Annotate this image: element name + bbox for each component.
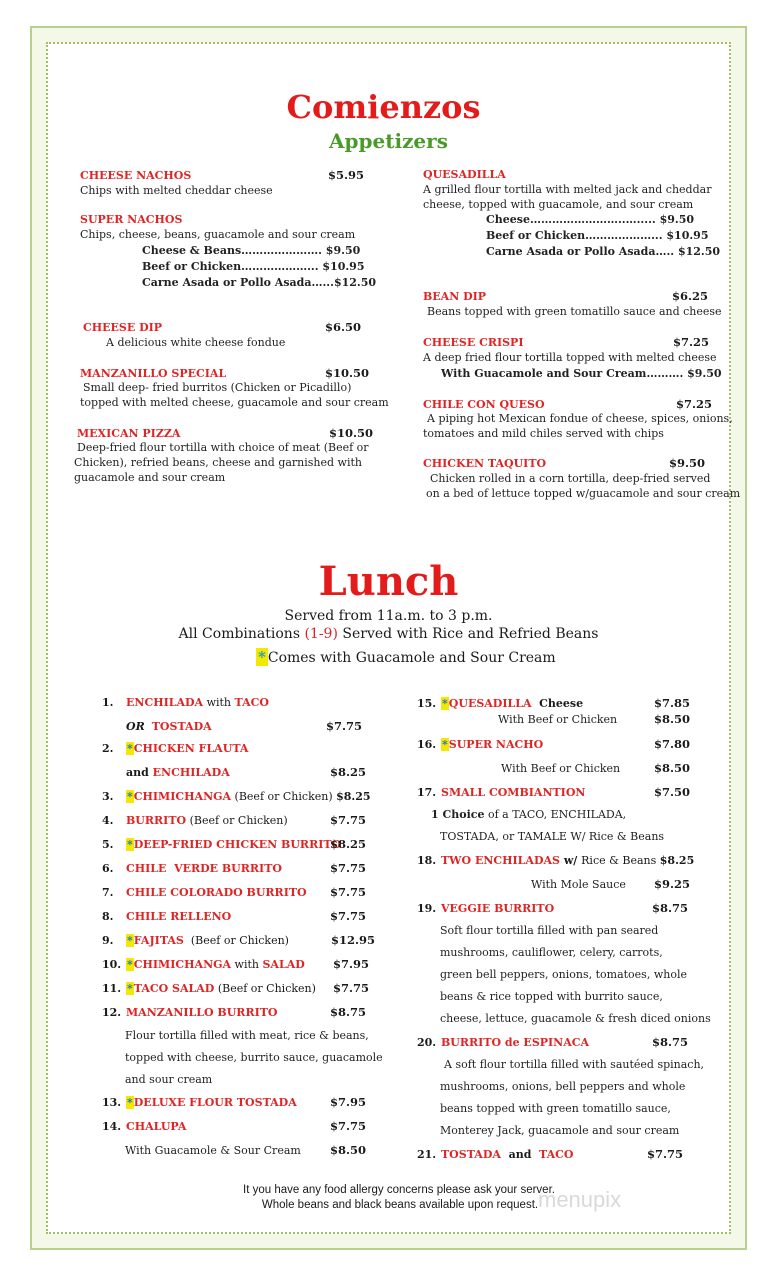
star-icon: * [127,934,133,947]
star-icon: * [127,982,133,995]
item-number: 7. [102,886,114,899]
lunch-item-19-desc3: green bell peppers, onions, tomatoes, whole [440,968,687,981]
item-name: CHIMICHANGA [133,790,232,803]
item-name: DEEP-FRIED CHICKEN BURRITO [133,838,342,851]
lunch-item-11-price: $7.75 [333,981,370,995]
lunch-item-19-desc5: cheese, lettuce, guacamole & fresh diced onions [440,1012,711,1025]
item-number: 2. [102,742,114,755]
lunch-item-14-price2: $8.50 [330,1143,367,1157]
lunch-item-13-price: $7.95 [330,1095,367,1109]
lunch-item-12-price: $8.75 [330,1005,367,1019]
combos-prefix: All Combinations [178,626,305,642]
beans-note: Whole beans and black beans available upon request. [261,1199,539,1211]
lunch-item-9 [102,934,289,947]
lunch-item-4-price: $7.75 [330,813,367,827]
lunch-item-19 [417,902,554,915]
star-icon: * [127,742,133,755]
star-icon: * [258,648,266,666]
lunch-item-7-price: $7.75 [330,885,367,899]
lunch-item-11 [102,982,316,995]
item-name: QUESADILLA [448,697,532,710]
lunch-item-3 [102,790,371,803]
lunch-item-17-price: $7.50 [654,785,691,799]
item-number: 9. [102,934,114,947]
item-number: 15. [417,697,437,710]
item-name: DELUXE FLOUR TOSTADA [133,1096,297,1109]
lunch-item-19-price: $8.75 [652,901,689,915]
lunch-item-19-desc1: Soft flour tortilla filled with pan seared [440,924,659,937]
item-name: CHILE COLORADO BURRITO [126,886,307,899]
lunch-item-12 [102,1006,278,1019]
lunch-item-16-price2: $8.50 [654,761,691,775]
item-name: FAJITAS [133,934,184,947]
chicken-taquito-name: CHICKEN TAQUITO [423,457,547,470]
mexican-pizza-desc2: Chicken), refried beans, cheese and garnished with [74,456,362,469]
chile-con-queso-price: $7.25 [676,397,713,411]
lunch-item-17-desc1 [431,807,626,822]
item-number: 4. [102,814,114,827]
lunch-item-17 [417,786,585,799]
item-connector: with [203,696,235,709]
item-number: 5. [102,838,114,851]
item-name-2: TACO [539,1148,574,1161]
item-connector: and [500,1148,540,1161]
lunch-item-14-price: $7.75 [330,1119,367,1133]
star-icon: * [127,958,133,971]
lunch-item-6 [102,862,282,875]
quesadilla-opt3: Carne Asada or Pollo Asada….. $12.50 [486,245,721,258]
item-detail: (Beef or Chicken) [214,982,316,995]
item-number: 17. [417,786,437,799]
item-number: 10. [102,958,122,971]
item-number: 14. [102,1120,122,1133]
star-legend-text: Comes with Guacamole and Sour Cream [267,650,556,666]
lunch-item-18-price2: $9.25 [654,877,691,891]
item-name: TACO SALAD [133,982,215,995]
item-choice-detail: of a TACO, ENCHILADA, [484,808,627,821]
lunch-item-19-desc2: mushrooms, cauliflower, celery, carrots, [440,946,663,959]
item-number: 3. [102,790,114,803]
item-name: TOSTADA [441,1148,501,1161]
lunch-item-2 [102,742,248,755]
lunch-item-20-desc1: A soft flour tortilla filled with sautéed spinach, [444,1058,705,1071]
mexican-pizza-price: $10.50 [329,426,374,440]
item-connector: OR [126,720,145,733]
lunch-item-8-price: $7.75 [330,909,367,923]
lunch-item-16-desc: With Beef or Chicken [501,762,621,775]
cheese-dip-desc: A delicious white cheese fondue [106,336,286,349]
lunch-item-14-desc: With Guacamole & Sour Cream [125,1144,301,1157]
lunch-item-2-line2 [126,766,230,779]
chicken-taquito-desc1: Chicken rolled in a corn tortilla, deep-fried served [430,472,711,485]
item-detail: (Beef or Chicken) [186,814,288,827]
lunch-item-21 [417,1148,574,1161]
lunch-item-20-price: $8.75 [652,1035,689,1049]
item-name-2: ENCHILADA [152,766,230,779]
item-detail: Rice & Beans [581,854,660,867]
item-name: TWO ENCHILADAS [441,854,560,867]
item-name-2: TACO [234,696,269,709]
lunch-item-17-desc2: TOSTADA, or TAMALE W/ Rice & Beans [440,830,665,843]
chile-con-queso-desc2: tomatoes and mild chiles served with chips [423,427,664,440]
lunch-item-20-desc3: beans topped with green tomatillo sauce, [440,1102,671,1115]
item-name: ENCHILADA [126,696,204,709]
star-icon: * [442,738,448,751]
cheese-crispi-opt: With Guacamole and Sour Cream………. $9.50 [441,367,722,380]
lunch-item-20-desc4: Monterey Jack, guacamole and sour cream [440,1124,680,1137]
cheese-crispi-price: $7.25 [673,335,710,349]
mexican-pizza-desc1: Deep-fried flour tortilla with choice of meat (Beef or [77,441,369,454]
item-name: BURRITO [126,814,187,827]
super-nachos-name: SUPER NACHOS [80,213,183,226]
item-number: 11. [102,982,122,995]
lunch-served-hours: Served from 11a.m. to 3 p.m. [284,608,493,624]
super-nachos-opt2: Beef or Chicken………………... $10.95 [142,260,365,273]
lunch-item-18 [417,854,694,867]
super-nachos-opt1: Cheese & Beans…………………. $9.50 [142,244,361,257]
chicken-taquito-desc2: on a bed of lettuce topped w/guacamole and sour cream [426,487,741,500]
lunch-item-12-desc1: Flour tortilla filled with meat, rice & beans, [125,1029,369,1042]
item-number: 20. [417,1036,437,1049]
cheese-crispi-name: CHEESE CRISPI [423,336,524,349]
lunch-item-1-price: $7.75 [326,719,363,733]
bean-dip-price: $6.25 [672,289,709,303]
item-number: 21. [417,1148,437,1161]
lunch-item-14 [102,1120,186,1133]
lunch-item-15-desc: With Beef or Chicken [498,713,618,726]
lunch-item-2-price: $8.25 [330,765,367,779]
item-price: $8.25 [336,790,371,803]
cheese-nachos-price: $5.95 [328,168,365,182]
quesadilla-desc2: cheese, topped with guacamole, and sour cream [423,198,694,211]
lunch-item-12-desc3: and sour cream [125,1073,213,1086]
item-name: CHILE VERDE BURRITO [126,862,282,875]
lunch-item-21-price: $7.75 [647,1147,684,1161]
star-icon: * [127,1096,133,1109]
lunch-item-9-price: $12.95 [331,933,376,947]
cheese-crispi-desc: A deep fried flour tortilla topped with melted cheese [423,351,717,364]
quesadilla-opt2: Beef or Chicken………………... $10.95 [486,229,709,242]
lunch-title: Lunch [318,558,459,605]
combos-range: (1-9) [304,626,338,642]
menupix-watermark: menupix [538,1187,622,1212]
item-number: 19. [417,902,437,915]
star-legend [256,648,556,666]
super-nachos-desc: Chips, cheese, beans, guacamole and sour cream [80,228,356,241]
bean-dip-desc: Beans topped with green tomatillo sauce and cheese [427,305,722,318]
item-number: 8. [102,910,114,923]
lunch-item-7 [102,886,307,899]
lunch-item-10 [102,958,305,971]
allergy-note: It you have any food allergy concerns please ask your server. [243,1184,555,1196]
item-number: 6. [102,862,114,875]
mexican-pizza-desc3: guacamole and sour cream [74,471,226,484]
lunch-item-13 [102,1096,297,1109]
lunch-item-1 [102,696,269,709]
lunch-item-8 [102,910,231,923]
item-number: 18. [417,854,437,867]
star-icon: * [442,697,448,710]
item-detail: Cheese [531,697,584,710]
lunch-item-4 [102,814,288,827]
item-detail: (Beef or Chicken) [183,934,289,947]
item-number: 13. [102,1096,122,1109]
combos-suffix: Served with Rice and Refried Beans [337,626,599,642]
lunch-item-19-desc4: beans & rice topped with burrito sauce, [440,990,663,1003]
quesadilla-opt1: Cheese……………………..…..... $9.50 [486,213,695,226]
lunch-item-15 [417,697,583,710]
lunch-item-20-desc2: mushrooms, onions, bell peppers and whole [440,1080,686,1093]
chile-con-queso-desc1: A piping hot Mexican fondue of cheese, spices, onions, [427,412,733,425]
item-name: VEGGIE BURRITO [441,902,555,915]
item-name: CHILE RELLENO [126,910,232,923]
item-name: SUPER NACHO [448,738,544,751]
mexican-pizza-name: MEXICAN PIZZA [77,427,181,440]
super-nachos-opt3: Carne Asada or Pollo Asada…...$12.50 [142,276,377,289]
lunch-item-12-desc2: topped with cheese, burrito sauce, guacamole [125,1051,383,1064]
lunch-item-16 [417,738,543,751]
item-connector: with [231,958,263,971]
item-number: 1. [102,696,114,709]
item-price: $8.25 [659,854,695,867]
item-connector: w/ [559,854,582,867]
cheese-nachos-name: CHEESE NACHOS [80,169,192,182]
lunch-combinations-note [0,626,767,642]
lunch-item-16-price: $7.80 [654,737,691,751]
item-name: CHIMICHANGA [133,958,232,971]
chicken-taquito-price: $9.50 [669,456,706,470]
item-name: CHALUPA [126,1120,187,1133]
item-number: 12. [102,1006,122,1019]
manzanillo-special-name: MANZANILLO SPECIAL [80,367,227,380]
lunch-item-15-price: $7.85 [654,696,691,710]
lunch-item-1-line2 [126,720,212,733]
item-choice: 1 Choice [431,808,485,821]
lunch-item-18-desc: With Mole Sauce [531,878,626,891]
manzanillo-special-desc2: topped with melted cheese, guacamole and sour cream [80,396,389,409]
item-number: 16. [417,738,437,751]
item-name: SMALL COMBIANTION [441,786,586,799]
lunch-item-5-price: $8.25 [330,837,367,851]
lunch-item-5 [102,838,341,851]
star-icon: * [127,790,133,803]
lunch-item-6-price: $7.75 [330,861,367,875]
quesadilla-desc1: A grilled flour tortilla with melted jack and cheddar [423,183,712,196]
item-name-2: TOSTADA [151,720,212,733]
item-connector: and [126,766,153,779]
appetizers-title: Comienzos [286,88,481,126]
lunch-item-10-price: $7.95 [333,957,370,971]
quesadilla-name: QUESADILLA [423,168,506,181]
item-name: CHICKEN FLAUTA [133,742,249,755]
cheese-dip-name: CHEESE DIP [83,321,163,334]
manzanillo-special-desc1: Small deep- fried burritos (Chicken or Picadillo) [83,381,352,394]
star-icon: * [127,838,133,851]
cheese-nachos-desc: Chips with melted cheddar cheese [80,184,273,197]
item-name: BURRITO de ESPINACA [441,1036,590,1049]
item-name: MANZANILLO BURRITO [126,1006,278,1019]
bean-dip-name: BEAN DIP [423,290,487,303]
lunch-item-20 [417,1036,589,1049]
item-detail: (Beef or Chicken) [231,790,337,803]
item-name-2: SALAD [262,958,305,971]
appetizers-subtitle: Appetizers [329,129,448,153]
lunch-item-15-price2: $8.50 [654,712,691,726]
cheese-dip-price: $6.50 [325,320,362,334]
manzanillo-special-price: $10.50 [325,366,370,380]
chile-con-queso-name: CHILE CON QUESO [423,398,545,411]
